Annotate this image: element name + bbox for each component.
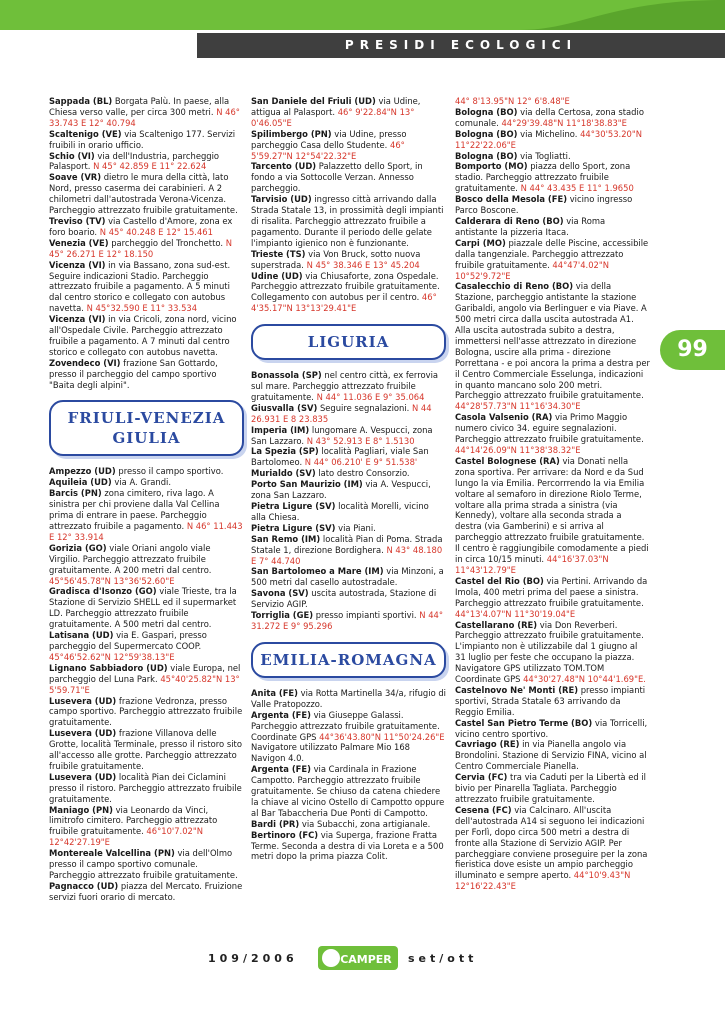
entries-liguria	[251, 370, 446, 632]
location-name: Giusvalla (SV)	[251, 402, 318, 413]
location-name: Cesena (FC)	[455, 804, 512, 815]
section-heading-emilia: EMILIA-ROMAGNA	[251, 642, 446, 678]
location-description: presso impianti sportivi.	[313, 610, 420, 621]
gps-coordinates: N 44° 11.036 E 9° 35.064	[316, 391, 425, 402]
location-description: località Pian di Poma. Strada Statale 1, direzione Bordighera.	[251, 533, 443, 555]
list-item	[455, 161, 650, 194]
location-name: Aquileia (UD)	[49, 477, 112, 488]
entries-veneto	[49, 96, 244, 390]
list-item	[251, 710, 446, 743]
list-item	[49, 696, 244, 729]
location-name: Murialdo (SV)	[251, 468, 316, 479]
location-description: vicino ingresso Parco Boscone.	[455, 194, 633, 216]
location-description: Seguire segnalazioni.	[317, 402, 412, 413]
location-description: via Pertini. Arrivando da Imola, 400 metri prima del paese a sinistra. Parcheggio attrezzato fruibile gratuitamente.	[455, 575, 648, 608]
location-description: via Scaltenigo 177. Servizi fruibili in orario ufficio.	[49, 128, 236, 150]
gps-coordinates: 46° 4'35.17"N 13°13'29.41"E	[251, 292, 437, 314]
list-item	[251, 194, 446, 249]
location-description: via dell'Olmo presso il campo sportivo comunale. Parcheggio attrezzato fruibile gratuitamente.	[49, 848, 238, 880]
list-item	[251, 764, 446, 819]
list-item	[455, 739, 650, 772]
page-header: PRESIDI ECOLOGICI	[197, 33, 725, 58]
gps-coordinates: 44°30'27.48"N 10°44'1.69"E.	[523, 674, 646, 685]
list-item	[251, 446, 446, 468]
location-description: via Cardinala in Frazione Campotto. Parcheggio attrezzato fruibile gratuitamente. Se chiuso da catena chiedere la chiave al vicino Ostello di Campotto oppure al Bar Tabaccheria Due Ponti di Campotto.	[251, 764, 445, 818]
gps-coordinates: 44°30'53.20"N 11°22'22.06"E	[455, 128, 642, 150]
list-item	[455, 238, 650, 282]
location-description: località Pian dei Ciclamini presso il ristoro. Parcheggio attrezzato fruibile gratuitamente.	[49, 771, 242, 804]
location-description: dietro le mura della città, lato Nord, presso caserma dei carabinieri. A 2 chilometri dall'autostrada Verona-Vicenza. Parcheggio attrezzato fruibile gratuitamente.	[49, 172, 238, 216]
list-item	[49, 151, 244, 173]
location-description: in via Pianella angolo via Brondolini. Stazione di Servizio FINA, vicino al Centro Commerciale Pianella.	[455, 739, 647, 772]
list-item	[49, 630, 244, 663]
column-3	[455, 96, 650, 892]
location-description: via della Certosa, zona stadio comunale.	[455, 106, 644, 128]
page-number-badge: 99	[660, 330, 725, 370]
location-name: San Remo (IM)	[251, 533, 321, 544]
location-description: via Rotta Martinella 34/a, rifugio di Valle Pratopozzo.	[251, 687, 447, 709]
location-description: località Pagliari, viale San Bartolomeo.	[251, 446, 429, 468]
list-item	[455, 151, 650, 162]
location-name: Treviso (TV)	[49, 215, 106, 226]
location-name: Bardi (PR)	[251, 818, 300, 829]
location-name: Ampezzo (UD)	[49, 466, 116, 477]
gps-coordinates: 44° 8'13.95"N 12° 6'8.48"E	[455, 96, 570, 106]
location-description: via Michelino.	[517, 128, 581, 139]
location-name: Venezia (VE)	[49, 237, 109, 248]
list-item	[251, 819, 446, 830]
gps-coordinates: N 45°32.590 E 11° 33.534	[86, 303, 198, 314]
gps-coordinates: 44°10'9.43"N 12°16'22.43"E	[455, 870, 631, 892]
gps-coordinates: 44°36'43.80"N 11°50'24.26"E	[319, 731, 445, 742]
location-name: La Spezia (SP)	[251, 446, 319, 457]
list-item	[455, 456, 650, 576]
location-name: Anita (FE)	[251, 687, 298, 698]
location-description: lato destro Consorzio.	[315, 468, 410, 479]
location-name: Bologna (BO)	[455, 128, 518, 139]
location-name: Calderara di Reno (BO)	[455, 215, 564, 226]
location-name: Tarvisio (UD)	[251, 194, 312, 205]
location-description: nel centro città, ex ferrovia sul mare. Parcheggio attrezzato fruibile gratuitamente.	[251, 370, 439, 402]
gps-coordinates: N 43° 52.913 E 8° 1.5130	[306, 435, 415, 446]
location-description: via E. Gaspari, presso parcheggio del Supermercato COOP.	[49, 630, 207, 651]
location-description: via Chiusaforte, zona Ospedale. Parcheggio attrezzato fruibile gratuitamente. Collegamento con autobus per il centro.	[251, 270, 440, 303]
gps-coordinates: 44°29'39.48"N 11°18'38.83"E	[501, 117, 627, 128]
location-description: tra via Caduti per la Libertà ed il bivio per Pinarella Tagliata. Parcheggio attrezzato fruibile gratuitamente.	[455, 772, 646, 804]
list-item	[49, 881, 244, 903]
location-description: via Giuseppe Galassi. Parcheggio attrezzato fruibile gratuitamente. Coordinate GPS	[251, 709, 440, 742]
location-name: Castel Bolognese (RA)	[455, 455, 560, 466]
list-item	[251, 425, 446, 447]
list-item	[49, 772, 244, 805]
list-item	[455, 107, 650, 129]
list-item	[455, 129, 650, 151]
list-item	[251, 566, 446, 588]
list-item	[49, 466, 244, 477]
list-item	[251, 129, 446, 162]
gps-coordinates: 44°13'4.07"N 11°30'19.04"E	[455, 608, 576, 619]
location-description: ingresso città arrivando dalla Strada Statale 13, in prossimità degli impianti di risalita. Parcheggio attrezzato fruibile a pagamento. Durante il periodo delle gelate l'impianto igienico non è funzionante.	[251, 194, 444, 248]
location-description: uscita autostrada, Stazione di Servizio AGIP.	[251, 588, 437, 610]
location-name: Sappada (BL)	[49, 96, 113, 106]
location-description: via Torricelli, vicino centro sportivo.	[455, 717, 648, 739]
location-description: via Togliatti.	[517, 150, 571, 161]
list-item	[251, 370, 446, 403]
gps-coordinates: N 45° 40.248 E 12° 15.461	[99, 226, 213, 237]
location-description: via Don Reverberi. Parcheggio attrezzato fruibile gratuitamente. L'impianto non è utilizzabile dal 1 giugno al 31 luglio per feste che occupano la piazza. Navigatore GPS utilizzato TOM.TOM Coordinate GPS	[455, 619, 644, 685]
location-description: via Castello d'Amore, zona ex foro boario.	[49, 215, 233, 237]
list-item	[455, 412, 650, 456]
list-item	[49, 488, 244, 543]
location-description: via Subacchi, zona artigianale.	[299, 818, 431, 829]
issue-months: set/ott	[408, 952, 478, 965]
list-item	[251, 523, 446, 534]
gps-coordinates: N 43° 48.180 E 7° 44.740	[251, 544, 443, 566]
location-name: Bomporto (MO)	[455, 161, 528, 172]
location-name: Bertinoro (FC)	[251, 829, 319, 840]
location-name: Bonassola (SP)	[251, 370, 322, 381]
list-item	[49, 805, 244, 849]
gps-coordinates: N 45° 38.346 E 13° 45.204	[306, 259, 420, 270]
location-name: Bosco della Mesola (FE)	[455, 194, 568, 205]
location-name: Argenta (FE)	[251, 709, 311, 720]
entries-friuli	[49, 466, 244, 902]
location-description: frazione San Gottardo, presso il parcheggio del campo sportivo "Baita degli alpini".	[49, 357, 218, 390]
location-name: Porto San Maurizio (IM)	[251, 479, 363, 490]
location-name: Argenta (FE)	[251, 764, 311, 775]
location-description: lungomare A. Vespucci, zona San Lazzaro.	[251, 424, 433, 446]
location-description: via A. Grandi.	[111, 477, 172, 488]
location-name: San Daniele del Friuli (UD)	[251, 96, 376, 106]
list-item	[49, 728, 244, 772]
location-description: zona cimitero, riva lago. A sinistra per chi proviene dalla Val Cellina prima di entrare in paese. Parcheggio attrezzato fruibile a pagamento.	[49, 488, 220, 531]
location-description: viale Trieste, tra la Stazione di Servizio SHELL ed il supermarket LD. Parcheggio attrezzato fruibile gratuitamente. A 500 metri dal centro.	[49, 586, 237, 630]
location-name: Lignano Sabbiadoro (UD)	[49, 662, 168, 673]
location-name: Spilimbergo (PN)	[251, 128, 332, 139]
list-item	[49, 358, 244, 391]
issue-number: 109/2006	[208, 952, 298, 965]
list-item	[455, 576, 650, 620]
location-description: presso impianti sportivi, Strada Statale 63 arrivando da Reggio Emilia.	[455, 684, 646, 717]
location-name: Lusevera (UD)	[49, 771, 117, 782]
gps-coordinates: 46°10'7.02"N 12°42'27.19"E	[49, 826, 203, 848]
location-description: via della Stazione, parcheggio antistante la stazione Garibaldi, angolo via Berlinguer e via Piave. A 500 metri circa dalla uscita autostrada A1. Alla uscita autostrada subito a destra, immettersi nell'asse attrezzato in direzione Bologna, uscire alla prima - direzione Porrettana - e poi ancora la prima a destra per il Centro Commerciale Esselunga, indicazioni in quanto mancano solo 200 metri. Parcheggio attrezzato fruibile gratuitamente.	[455, 281, 650, 401]
location-description: via Minzoni, a 500 metri dal casello autostradale.	[251, 566, 444, 588]
list-item	[251, 501, 446, 523]
location-name: Lusevera (UD)	[49, 695, 117, 706]
list-item	[49, 663, 244, 696]
list-item	[251, 403, 446, 425]
svg-text:CAMPER: CAMPER	[340, 953, 392, 966]
list-item	[49, 129, 244, 151]
column-2	[251, 96, 446, 862]
gps-coordinates: N 45° 26.271 E 12° 18.150	[49, 237, 232, 259]
gps-coordinates: N 44° 06.210' E 9° 51.538'	[304, 457, 418, 468]
list-item	[49, 260, 244, 315]
list-item	[251, 249, 446, 271]
location-description: via Leonardo da Vinci, limitrofo cimitero. Parcheggio attrezzato fruibile gratuitamente.	[49, 804, 218, 837]
list-item	[49, 477, 244, 488]
location-description: Palazzetto dello Sport, in fondo a via Sottocolle Verzan. Annesso parcheggio.	[251, 161, 423, 194]
gps-coordinates: 44°47'4.02"N 10°52'9.72"E	[455, 259, 609, 281]
list-item	[49, 172, 244, 216]
location-description: via Piani.	[335, 522, 376, 533]
location-name: Torriglia (GE)	[251, 610, 314, 621]
list-item	[49, 238, 244, 260]
list-item	[251, 468, 446, 479]
list-item	[455, 96, 650, 107]
location-name: Castel San Pietro Terme (BO)	[455, 717, 593, 728]
list-item	[251, 479, 446, 501]
gps-coordinates: N 46° 11.443 E 12° 33.914	[49, 521, 243, 542]
entries-emilia-cont	[455, 96, 650, 892]
list-item	[455, 281, 650, 412]
gps-coordinates: N 45° 42.859 E 11° 22.624	[93, 161, 207, 172]
location-name: Vicenza (VI)	[49, 259, 106, 270]
entries-emilia	[251, 688, 446, 863]
location-description: via Donati nella zona sportiva. Per arrivare: da Nord e da Sud lungo la via Emilia. Percorrrendo la via Emilia voltare al semaforo in direzione Riolo Terme, voltare alla prima strada a sinistra (via Kennedy), voltare alla seconda strada a destra (via Gamberini) e si arriva al parcheggio attrezzato fruibile gratuitamente. Il centro è raggiungibile comodamente a piedi in circa 10/15 minuti.	[455, 455, 649, 565]
list-item	[251, 830, 446, 863]
top-color-band	[0, 0, 725, 30]
location-description: località Morelli, vicino alla Chiesa.	[251, 501, 429, 522]
location-description: frazione Villanova delle Grotte, località Terminale, presso il ristoro sito all'accesso alle grotte. Parcheggio attrezzato fruibile gratuitamente.	[49, 728, 242, 771]
list-item	[455, 685, 650, 718]
location-name: Gradisca d'Isonzo (GO)	[49, 586, 157, 597]
location-description: presso il campo sportivo.	[115, 466, 224, 477]
column-1	[49, 96, 244, 903]
location-name: Casalecchio di Reno (BO)	[455, 281, 574, 292]
list-item	[455, 194, 650, 216]
location-description: in via Bassano, zona sud-est. Seguire indicazioni Stadio. Parcheggio attrezzato fruibile a pagamento. A 5 minuti dal centro storico e collegato con autobus navetta.	[49, 259, 231, 314]
list-item	[49, 314, 244, 358]
location-name: Pietra Ligure (SV)	[251, 501, 336, 511]
location-name: Latisana (UD)	[49, 630, 114, 641]
location-name: Maniago (PN)	[49, 804, 113, 815]
gps-coordinates: 45°46'52.62"N 12°59'38.13"E	[49, 651, 175, 662]
location-description: frazione Vedronza, presso campo sportivo. Parcheggio attrezzato fruibile gratuitamente.	[49, 695, 243, 728]
section-heading-friuli: FRIULI-VENEZIA GIULIA	[49, 400, 244, 456]
list-item	[251, 161, 446, 194]
location-description: parcheggio del Tronchetto.	[108, 237, 226, 248]
location-description: viale Oriani angolo viale Virgilio. Parcheggio attrezzato fruibile gratuitamente. A 200 metri dal centro.	[49, 542, 212, 575]
location-description: Borgata Palù. In paese, alla Chiesa verso valle, per circa 300 metri.	[49, 96, 230, 117]
location-name: Cervia (FC)	[455, 772, 508, 783]
location-name: Castelnovo Ne' Monti (RE)	[455, 684, 579, 695]
list-item	[455, 772, 650, 805]
location-name: Cavriago (RE)	[455, 739, 520, 750]
list-item	[251, 688, 446, 710]
location-name: Soave (VR)	[49, 172, 102, 183]
location-name: Castel del Rio (BO)	[455, 575, 544, 586]
location-name: Pietra Ligure (SV)	[251, 522, 336, 533]
location-description: via Roma antistante la pizzeria Itaca.	[455, 215, 606, 237]
location-name: Carpi (MO)	[455, 237, 506, 248]
location-name: Bologna (BO)	[455, 106, 518, 117]
entries-friuli-cont	[251, 96, 446, 314]
list-item	[455, 805, 650, 892]
gps-coordinates: 44°28'57.73"N 11°16'34.30"E	[455, 401, 581, 412]
list-item	[49, 543, 244, 587]
list-item	[49, 216, 244, 238]
list-item	[251, 534, 446, 567]
location-name: Casola Valsenio (RA)	[455, 412, 553, 423]
list-item	[455, 718, 650, 740]
location-name: Gorizia (GO)	[49, 542, 107, 553]
location-description: piazzale delle Piscine, accessibile dalla tangenziale. Parcheggio attrezzato fruibile gratuitamente.	[455, 237, 649, 270]
location-name: Lusevera (UD)	[49, 728, 117, 739]
gps-coordinates: 46° 5'59.27"N 12°54'22.32"E	[251, 139, 405, 161]
list-item	[455, 216, 650, 238]
location-name: Imperia (IM)	[251, 424, 310, 435]
location-description: piazza dello Sport, zona stadio. Parcheggio attrezzato fruibile gratuitamente.	[455, 161, 631, 194]
location-description: viale Europa, nel parcheggio del Luna Park.	[49, 662, 241, 684]
gps-coordinates: N 44° 31.272 E 9° 95.296	[251, 610, 444, 631]
location-description: via Calcinaro. All'uscita dell'autostrada A14 si seguono lei indicazioni per Forlì, dopo circa 500 metri a destra di fronte alla Stazione di Servizio AGIP. Per parcheggiare conviene proseguire per la zona fieristica dove esiste un ampio parcheggio illuminato e sempre aperto.	[455, 804, 648, 881]
location-name: Schio (VI)	[49, 150, 95, 161]
list-item	[251, 96, 446, 129]
location-name: Castellarano (RE)	[455, 619, 538, 630]
gps-coordinates: 45°40'25.82"N 13° 5'59.71"E	[49, 673, 240, 695]
list-item	[455, 620, 650, 685]
location-description: via Udine, presso parcheggio Casa dello Studente.	[251, 128, 407, 150]
location-name: Bologna (BO)	[455, 150, 518, 161]
list-item	[251, 610, 446, 632]
location-name: Tarcento (UD)	[251, 161, 317, 172]
location-description: via Udine, attigua al Palasport.	[251, 96, 421, 117]
location-description: piazza del Mercato. Fruizione servizi fuori orario di mercato.	[49, 880, 243, 902]
gps-coordinates: N 46° 33.743 E 12° 40.794	[49, 106, 240, 128]
location-description: via Von Bruck, sotto nuova superstrada.	[251, 248, 421, 270]
location-description: Navigatore utilizzato Palmare Mio 168 Navigon 4.0.	[251, 742, 410, 764]
location-description: via dell'Industria, parcheggio Palasport.	[49, 150, 220, 172]
location-name: Scaltenigo (VE)	[49, 128, 122, 139]
list-item	[49, 586, 244, 630]
location-name: Montereale Valcellina (PN)	[49, 848, 175, 859]
location-description: in via Cricoli, zona nord, vicino all'Ospedale Civile. Parcheggio attrezzato fruibile a pagamento. A 7 minuti dal centro storico e collegato con autobus navetta.	[49, 314, 237, 357]
list-item	[49, 96, 244, 129]
location-name: Pagnacco (UD)	[49, 880, 119, 891]
location-name: Vicenza (VI)	[49, 314, 106, 325]
list-item	[49, 848, 244, 881]
list-item	[251, 588, 446, 610]
location-description: via A. Vespucci, zona San Lazzaro.	[251, 479, 431, 501]
section-heading-liguria: LIGURIA	[251, 324, 446, 360]
gps-coordinates: 46° 9'22.84"N 13° 0'46.05"E	[251, 106, 415, 128]
gps-coordinates: N 44° 43.435 E 11° 1.9650	[520, 183, 634, 194]
gps-coordinates: 44°14'26.09"N 11°38'38.32"E	[455, 445, 581, 455]
location-description: via Superga, frazione Fratta Terme. Seconda a destra di via Loreta e a 500 metri dopo la prima piazza Colit.	[251, 829, 444, 862]
location-name: Savona (SV)	[251, 588, 309, 599]
wave-decoration	[520, 0, 725, 30]
location-name: Trieste (TS)	[251, 248, 306, 259]
location-name: San Bartolomeo a Mare (IM)	[251, 566, 384, 577]
location-name: Zovendeco (VI)	[49, 357, 121, 368]
gps-coordinates: N 44 26.931 E 8 23.835	[251, 402, 432, 424]
list-item	[251, 742, 446, 764]
location-name: Udine (UD)	[251, 270, 303, 281]
gps-coordinates: 44°16'37.03"N 11°43'12.79"E	[455, 554, 609, 575]
location-name: Barcis (PN)	[49, 488, 102, 499]
page-footer	[0, 940, 725, 980]
list-item	[251, 271, 446, 315]
in-camper-logo	[318, 944, 398, 972]
gps-coordinates: 45°56'45.78"N 13°36'52.60"E	[49, 575, 175, 586]
location-description: via Primo Maggio numero civico 34. eguire segnalazioni. Parcheggio attrezzato fruibile gratuitamente.	[455, 412, 644, 445]
